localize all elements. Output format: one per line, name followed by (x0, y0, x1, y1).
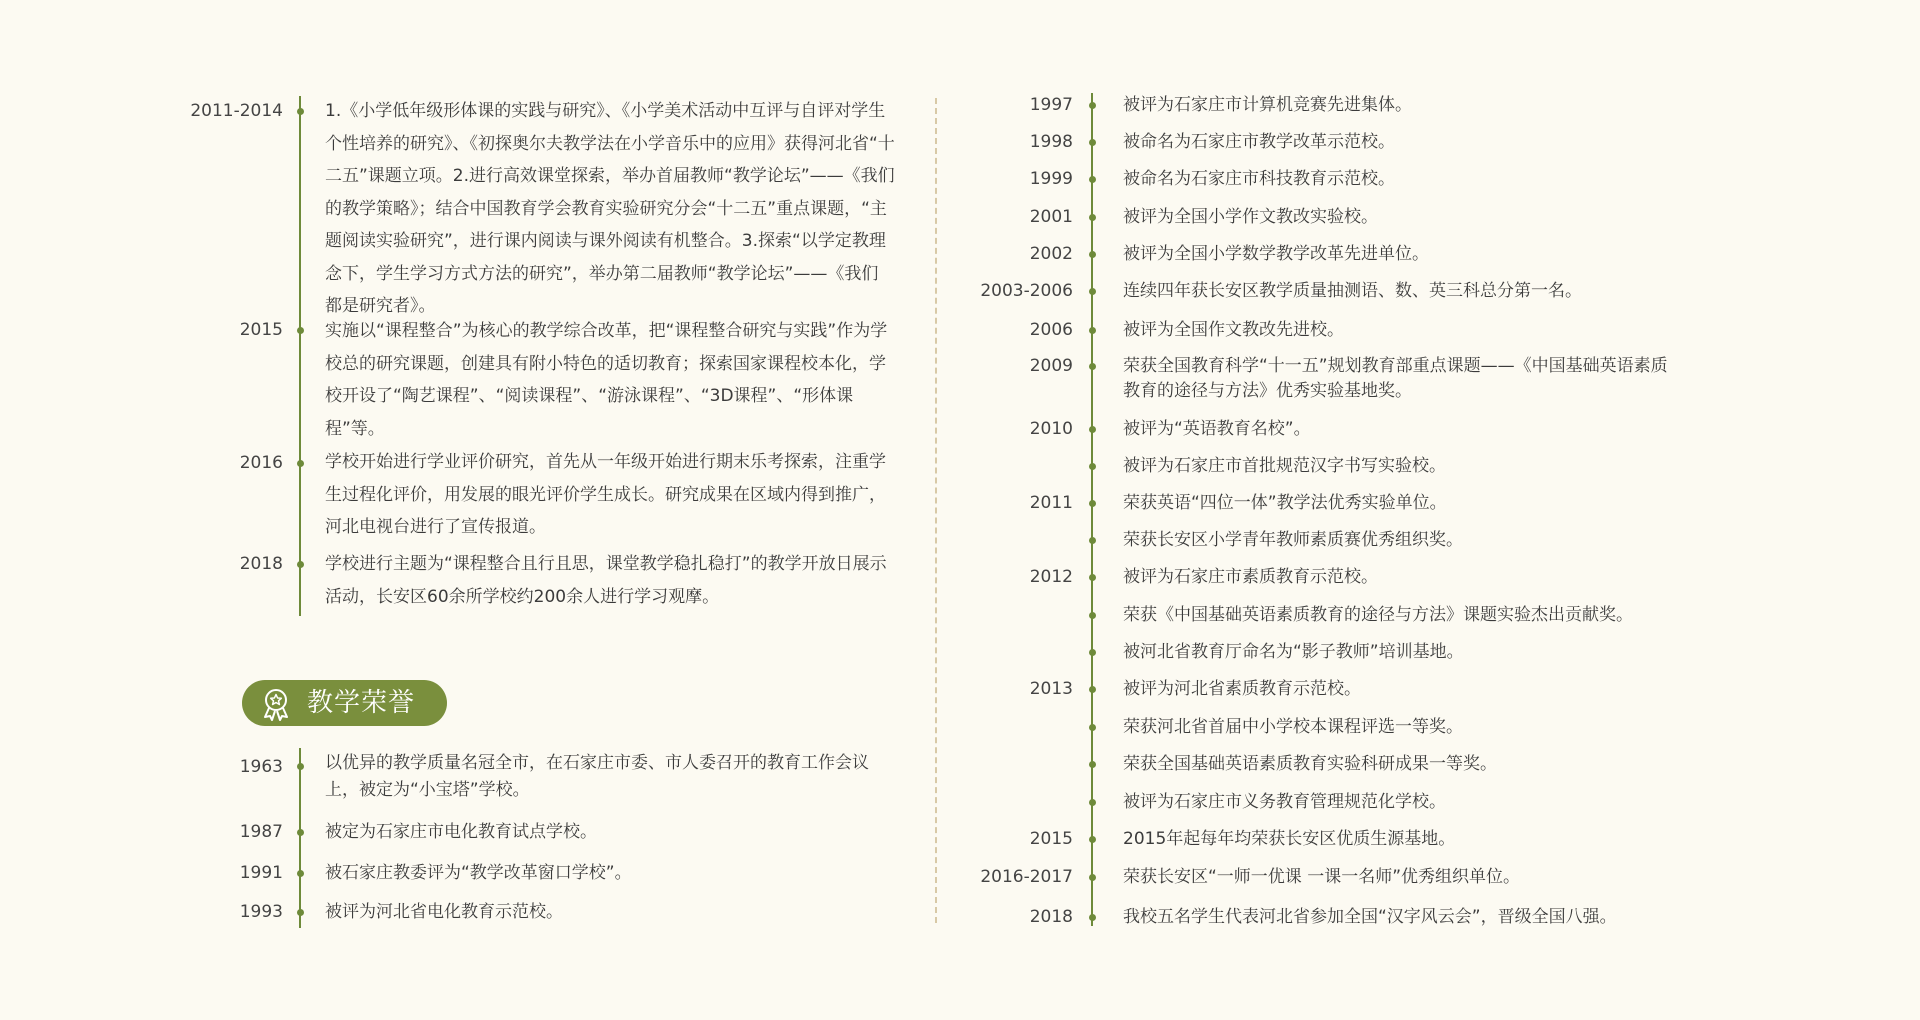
timeline-dot (1089, 426, 1096, 433)
timeline-dot (1089, 836, 1096, 843)
timeline-dot (297, 561, 304, 568)
timeline-text: 被评为“英语教育名校”。 (1123, 419, 1311, 439)
timeline-year: 2006 (1029, 320, 1073, 340)
timeline-dot (297, 108, 304, 115)
timeline-text: 被评为全国小学数学教学改革先进单位。 (1123, 244, 1429, 264)
timeline-text: 被评为全国作文教改先进校。 (1123, 320, 1344, 340)
timeline-year: 2016-2017 (980, 867, 1073, 887)
timeline-year: 1993 (239, 902, 283, 922)
timeline-year: 1998 (1029, 132, 1073, 152)
research-timeline-line (299, 96, 301, 616)
timeline-year: 2012 (1029, 567, 1073, 587)
timeline-dot (1089, 102, 1096, 109)
timeline-dot (1089, 799, 1096, 806)
timeline-text: 被评为全国小学作文教改实验校。 (1123, 207, 1378, 227)
timeline-text: 1.《小学低年级形体课的实践与研究》、《小学美术活动中互评与自评对学生个性培养的研究》、《初探奥尔夫教学法在小学音乐中的应用》获得河北省“十二五”课题立项。2.进行高效课堂探索，举办首届教师“教学论坛”——《我们的教学策略》；结合中国教育学会教育实验研究分会“十二五”重点课题，“主题阅读实验研究”，进行课内阅读与课外阅读有机整合。3.探索“以学定教理念下，学生学习方式方法的研究”，举办第二届教师“教学论坛”——《我们都是研究者》。 (325, 101, 895, 316)
timeline-dot (1089, 874, 1096, 881)
timeline-dot (1089, 251, 1096, 258)
timeline-text: 荣获长安区“一师一优课 一课一名师”优秀组织单位。 (1123, 867, 1521, 887)
timeline-year: 1999 (1029, 169, 1073, 189)
timeline-dot (297, 870, 304, 877)
timeline-dot (297, 460, 304, 467)
timeline-year: 2015 (239, 320, 283, 340)
section-badge-teaching-honors (242, 680, 447, 726)
timeline-text: 被评为河北省素质教育示范校。 (1123, 679, 1361, 699)
timeline-text: 荣获《中国基础英语素质教育的途径与方法》课题实验杰出贡献奖。 (1123, 605, 1633, 625)
timeline-text: 我校五名学生代表河北省参加全国“汉字风云会”，晋级全国八强。 (1123, 907, 1617, 927)
timeline-year: 2016 (239, 453, 283, 473)
timeline-text: 荣获长安区小学青年教师素质赛优秀组织奖。 (1123, 530, 1463, 550)
timeline-year: 2011-2014 (190, 101, 283, 121)
timeline-year: 2018 (239, 554, 283, 574)
timeline-dot (297, 763, 304, 770)
timeline-dot (1089, 686, 1096, 693)
timeline-text: 连续四年获长安区教学质量抽测语、数、英三科总分第一名。 (1123, 281, 1582, 301)
timeline-text-continued: 教育的途径与方法》优秀实验基地奖。 (1123, 381, 1412, 401)
timeline-dot (1089, 724, 1096, 731)
timeline-dot (1089, 537, 1096, 544)
timeline-text: 学校进行主题为“课程整合且行且思，课堂教学稳扎稳打”的教学开放日展示活动，长安区60余所学校约200余人进行学习观摩。 (325, 554, 887, 607)
timeline-text: 被评为石家庄市计算机竞赛先进集体。 (1123, 95, 1412, 115)
timeline-text: 荣获河北省首届中小学校本课程评选一等奖。 (1123, 717, 1463, 737)
timeline-text: 被评为石家庄市首批规范汉字书写实验校。 (1123, 456, 1446, 476)
timeline-year: 2011 (1029, 493, 1073, 513)
timeline-dot (1089, 363, 1096, 370)
timeline-text: 荣获全国教育科学“十一五”规划教育部重点课题——《中国基础英语素质 (1123, 356, 1668, 376)
timeline-text: 2015年起每年均荣获长安区优质生源基地。 (1123, 829, 1456, 849)
timeline-year: 2013 (1029, 679, 1073, 699)
timeline-text: 被石家庄教委评为“教学改革窗口学校”。 (325, 863, 632, 883)
award-medal-icon (259, 687, 293, 721)
timeline-year: 2015 (1029, 829, 1073, 849)
timeline-text: 被定为石家庄市电化教育试点学校。 (325, 822, 597, 842)
honors-left-timeline-line (299, 748, 301, 928)
timeline-year: 2009 (1029, 356, 1073, 376)
timeline-text: 实施以“课程整合”为核心的教学综合改革，把“课程整合研究与实践”作为学校总的研究课题，创建具有附小特色的适切教育；探索国家课程校本化，学校开设了“陶艺课程”、“阅读课程”、“游泳课程”、“3D课程”、“形体课程”等。 (325, 321, 888, 439)
timeline-year: 2001 (1029, 207, 1073, 227)
timeline-text: 被命名为石家庄市教学改革示范校。 (1123, 132, 1395, 152)
timeline-dot (1089, 176, 1096, 183)
timeline-dot (1089, 288, 1096, 295)
timeline-year: 1987 (239, 822, 283, 842)
timeline-year: 2002 (1029, 244, 1073, 264)
timeline-text: 被评为石家庄市素质教育示范校。 (1123, 567, 1378, 587)
timeline-dot (297, 327, 304, 334)
timeline-dot (1089, 139, 1096, 146)
timeline-dot (297, 829, 304, 836)
timeline-dot (1089, 500, 1096, 507)
column-divider (935, 98, 937, 923)
timeline-year: 1963 (239, 757, 283, 777)
timeline-text: 被河北省教育厅命名为“影子教师”培训基地。 (1123, 642, 1464, 662)
timeline-dot (1089, 914, 1096, 921)
timeline-dot (1089, 327, 1096, 334)
timeline-year: 2010 (1029, 419, 1073, 439)
timeline-dot (1089, 574, 1096, 581)
timeline-text: 学校开始进行学业评价研究，首先从一年级开始进行期末乐考探索，注重学生过程化评价，用发展的眼光评价学生成长。研究成果在区域内得到推广，河北电视台进行了宣传报道。 (325, 452, 886, 537)
section-title: 教学荣誉 (307, 688, 416, 718)
timeline-year: 2018 (1029, 907, 1073, 927)
timeline-dot (297, 909, 304, 916)
timeline-text: 荣获全国基础英语素质教育实验科研成果一等奖。 (1123, 754, 1497, 774)
timeline-year: 1997 (1029, 95, 1073, 115)
timeline-year: 1991 (239, 863, 283, 883)
timeline-dot (1089, 761, 1096, 768)
timeline-text: 被命名为石家庄市科技教育示范校。 (1123, 169, 1395, 189)
timeline-text: 荣获英语“四位一体”教学法优秀实验单位。 (1123, 493, 1447, 513)
timeline-text: 以优异的教学质量名冠全市，在石家庄市委、市人委召开的教育工作会议上，被定为“小宝塔”学校。 (325, 753, 869, 800)
timeline-dot (1089, 463, 1096, 470)
timeline-year: 2003-2006 (980, 281, 1073, 301)
timeline-text: 被评为河北省电化教育示范校。 (325, 902, 563, 922)
timeline-dot (1089, 612, 1096, 619)
timeline-dot (1089, 649, 1096, 656)
timeline-dot (1089, 214, 1096, 221)
timeline-text: 被评为石家庄市义务教育管理规范化学校。 (1123, 792, 1446, 812)
